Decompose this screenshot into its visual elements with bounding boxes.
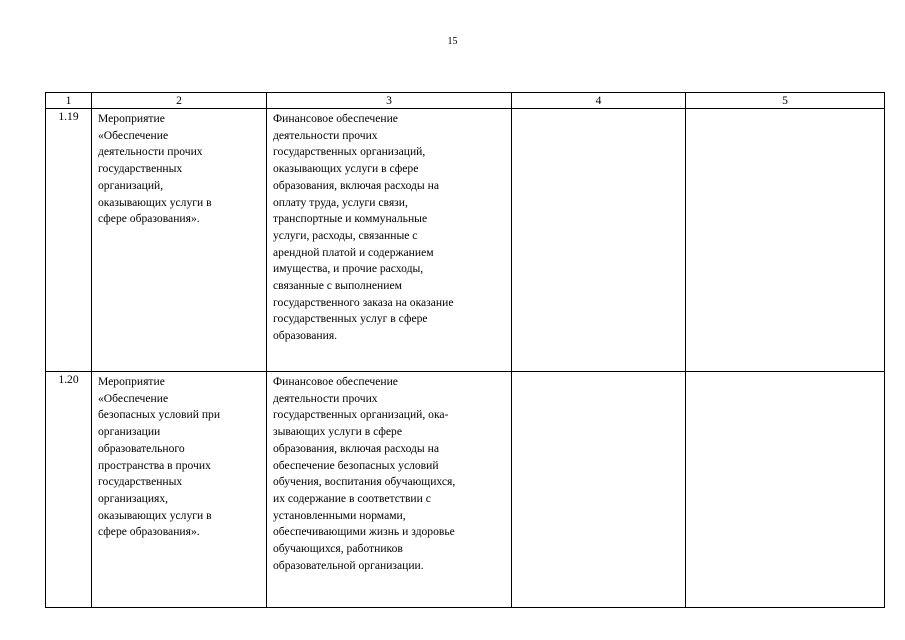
col4-cell (512, 372, 686, 608)
event-name: Мероприятие «Обеспечение безопасных условий при организации образовательного пространства в прочих государственных организациях, оказывающих услуги в сфере образования». (92, 372, 267, 608)
page-number: 15 (447, 36, 458, 47)
header-col-4: 4 (512, 93, 686, 109)
col4-cell (512, 109, 686, 372)
col5-cell (686, 372, 885, 608)
col5-cell (686, 109, 885, 372)
header-col-3: 3 (267, 93, 512, 109)
header-col-5: 5 (686, 93, 885, 109)
row-number: 1.20 (46, 372, 92, 608)
event-name: Мероприятие «Обеспечение деятельности прочих государственных организаций, оказывающих услуги в сфере образования». (92, 109, 267, 372)
header-col-2: 2 (92, 93, 267, 109)
row-number: 1.19 (46, 109, 92, 372)
table-header-row (46, 93, 885, 109)
event-description: Финансовое обеспечение деятельности прочих государственных организаций, оказывающих услуги в сфере образования, включая расходы на оплату труда, услуги связи, транспортные и коммунальные услуги, расходы, связанные с арендной платой и содержанием имущества, и прочие расходы, связанные с выполнением государственного заказа на оказание государственных услуг в сфере образования. (267, 109, 512, 372)
header-col-1: 1 (46, 93, 92, 109)
measures-table (45, 92, 885, 608)
table-row (46, 109, 885, 372)
table-row (46, 372, 885, 608)
event-description: Финансовое обеспечение деятельности прочих государственных организаций, ока- зывающих услуги в сфере образования, включая расходы на обеспечение безопасных условий обучения, воспитания обучающихся, их содержание в соответствии с установленными нормами, обеспечивающими жизнь и здоровье обучающихся, работников образовательной организации. (267, 372, 512, 608)
